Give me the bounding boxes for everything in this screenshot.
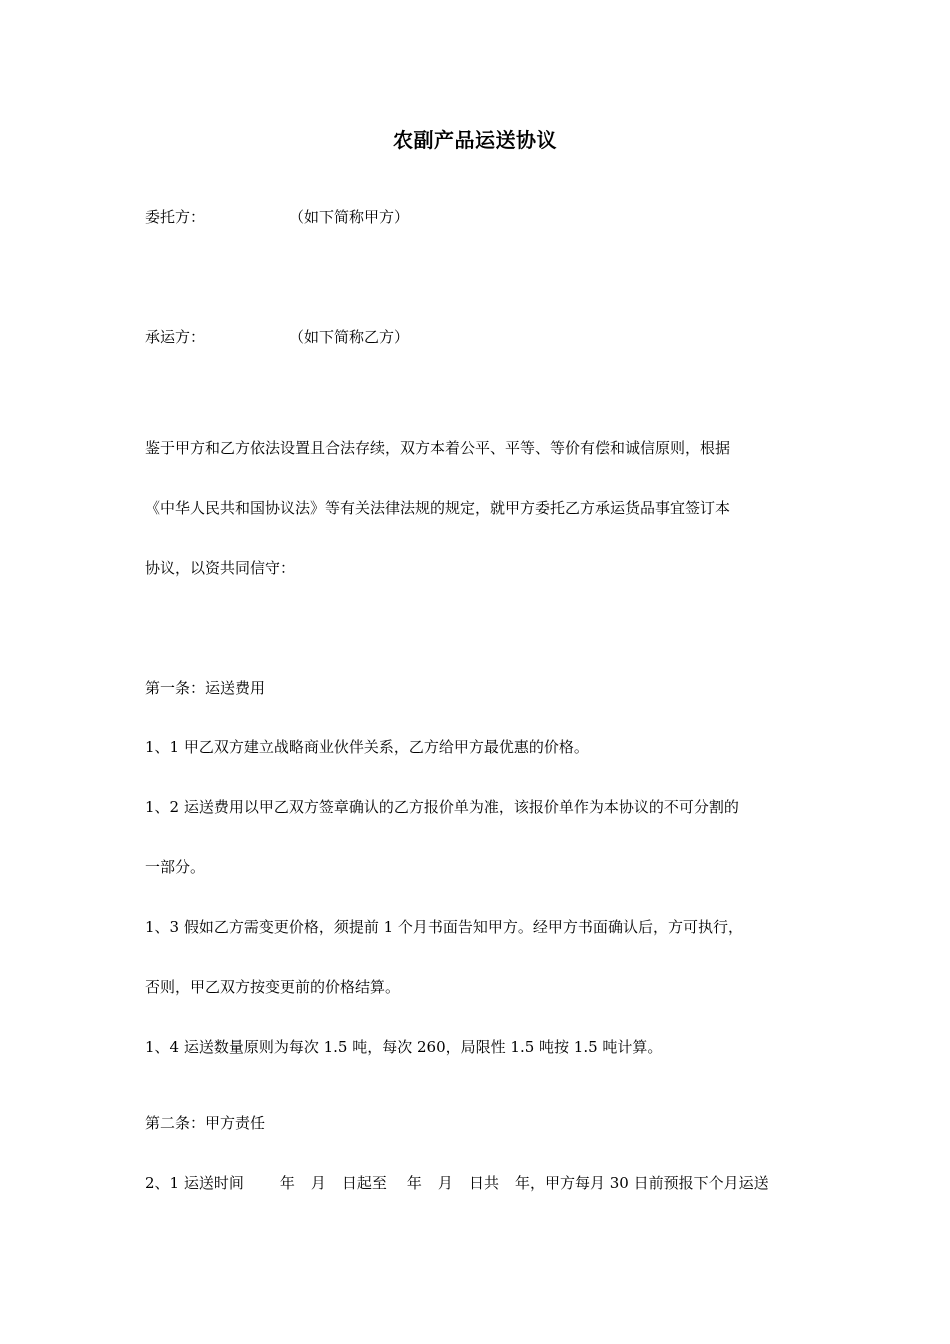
article1-clause: 1、2 运送费用以甲乙双方签章确认的乙方报价单为准，该报价单作为本协议的不可分割的: [145, 798, 739, 816]
consignor-note: （如下简称甲方）: [289, 208, 410, 226]
article2-heading: 第二条：甲方责任: [145, 1114, 266, 1132]
article1-clause: 1、1 甲乙双方建立战略商业伙伴关系，乙方给甲方最优惠的价格。: [145, 738, 589, 756]
preamble-line: 鉴于甲方和乙方依法设置且合法存续，双方本着公平、平等、等价有偿和诚信原则，根据: [145, 439, 731, 457]
clause-suffix: 年，甲方每月 30 日前预报下个月运送: [514, 1174, 769, 1192]
article1-clause: 1、3 假如乙方需变更价格，须提前 1 个月书面告知甲方。经甲方书面确认后，方可执行，: [145, 918, 743, 936]
carrier-label: 承运方：: [145, 328, 206, 346]
article2-clause: [145, 1173, 769, 1193]
article1-heading: 第一条：运送费用: [145, 679, 266, 697]
year-label: 年: [279, 1174, 295, 1192]
preamble-line: 协议，以资共同信守：: [145, 559, 296, 577]
preamble-line: 《中华人民共和国协议法》等有关法律法规的规定，就甲方委托乙方承运货品事宜签订本: [145, 499, 731, 517]
year-label: 年: [406, 1174, 422, 1192]
carrier-note: （如下简称乙方）: [289, 328, 410, 346]
month-label: 月: [310, 1174, 326, 1192]
day-from-label: 日起至: [341, 1174, 387, 1192]
document-title: 农副产品运送协议: [393, 128, 557, 152]
consignor-label: 委托方：: [145, 208, 206, 226]
article1-clause: 一部分。: [145, 858, 206, 876]
month-label: 月: [437, 1174, 453, 1192]
article1-clause: 1、4 运送数量原则为每次 1.5 吨，每次 260，局限性 1.5 吨按 1.5 吨计算。: [145, 1038, 663, 1056]
article1-clause: 否则，甲乙双方按变更前的价格结算。: [145, 978, 401, 996]
day-total-label: 日共: [468, 1174, 499, 1192]
clause-prefix: 2、1 运送时间: [145, 1174, 244, 1192]
